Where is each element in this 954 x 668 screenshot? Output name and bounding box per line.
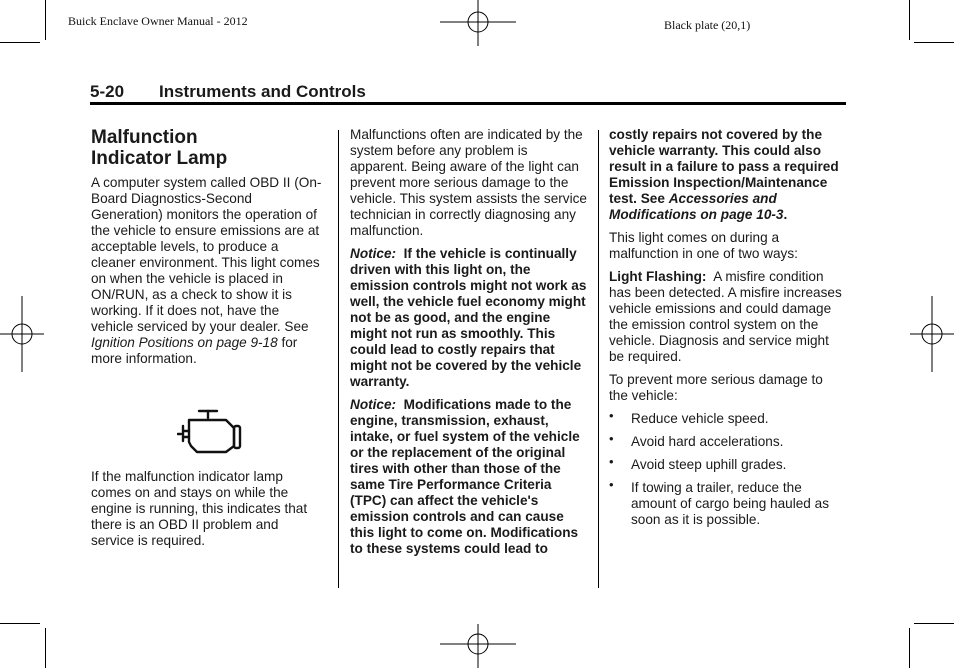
paragraph: Malfunctions often are indicated by the system before any problem is apparent. Being aware of the light can prevent more serious damage to the vehicle. This system assists the service technician in correctly diagnosing any malfunction. (350, 127, 587, 238)
list-item-text: Avoid hard accelerations. (631, 434, 784, 449)
notice-text: costly repairs not covered by the vehicle warranty. This could also result in a failure to pass a required Emission Inspection/Maintenance test. See (609, 127, 839, 206)
list-item-text: If towing a trailer, reduce the amount of cargo being hauled as soon as it is possible. (631, 480, 830, 527)
column-1 (91, 127, 325, 556)
section-rule (90, 102, 846, 105)
cross-reference-link[interactable]: Ignition Positions on page 9-18 (91, 335, 278, 350)
crop-mark (909, 0, 910, 40)
term-label: Light Flashing: (609, 269, 707, 284)
registration-mark-bottom (440, 624, 516, 668)
paragraph-text: A computer system called OBD II (On-Board Diagnostics-Second Generation) monitors the operation of the vehicle to ensure emissions are at acceptable levels, to produce a cleaner environment. This light comes on when the vehicle is placed in ON/RUN, as a check to show it is working. If it does not, have the vehicle serviced by your dealer. See (91, 175, 322, 334)
notice-text: . (783, 207, 788, 222)
paragraph-text: for more information. (91, 335, 298, 366)
crop-mark (0, 42, 40, 43)
section-title: Instruments and Controls (159, 82, 366, 101)
notice-paragraph (350, 246, 588, 390)
registration-mark-left (0, 296, 44, 372)
list-item (609, 431, 845, 450)
manual-title: Buick Enclave Owner Manual - 2012 (68, 14, 248, 28)
page-number: 5-20 (90, 82, 125, 101)
notice-paragraph (350, 397, 588, 557)
paragraph: To prevent more serious damage to the vehicle: (609, 372, 823, 403)
registration-mark-right (910, 296, 954, 372)
paragraph: This light comes on during a malfunction in one of two ways: (609, 230, 798, 261)
paragraph-text: A misfire condition has been detected. A misfire increases vehicle emissions and could damage the emission control system on the vehicle. Diagnosis and service might be required. (609, 269, 842, 364)
heading-line: Malfunction (91, 127, 198, 148)
column-divider (598, 130, 599, 588)
registration-mark-top (440, 0, 516, 46)
check-engine-icon (177, 408, 243, 456)
crop-mark (45, 628, 46, 668)
notice-continued (609, 127, 845, 223)
check-engine-icon-figure (91, 374, 323, 469)
list-item-text: Reduce vehicle speed. (631, 411, 769, 426)
crop-mark (909, 628, 910, 668)
notice-text: If the vehicle is continually driven with this light on, the emission controls might not work as well, the vehicle fuel economy might not be as good, and the engine might not run as smoothly. This could lead to costly repairs that might not be covered by the vehicle warranty. (350, 246, 587, 389)
paragraph (609, 269, 845, 365)
crop-mark (0, 623, 40, 624)
bullet-list (609, 408, 845, 528)
cross-reference-link[interactable]: Accessories and Modifications on page 10-3 (609, 191, 784, 222)
column-divider (338, 130, 339, 588)
paragraph: If the malfunction indicator lamp comes on and stays on while the engine is running, this indicates that there is an OBD II problem and service is required. (91, 469, 308, 548)
notice-text: Modifications made to the engine, transmission, exhaust, intake, or fuel system of the vehicle or the replacement of the original tires with other than those of the same Tire Performance Criteria (TPC) can affect the vehicle's emission controls and can cause this light to come on. Modifications to these systems could lead to (350, 397, 580, 556)
column-2 (350, 127, 588, 564)
list-item (609, 477, 845, 528)
article-heading (91, 127, 325, 169)
bullet-marker: • (609, 454, 614, 469)
notice-label: Notice: (350, 246, 397, 261)
paragraph (91, 175, 325, 367)
bullet-marker: • (609, 477, 614, 492)
bullet-marker: • (609, 431, 614, 446)
bullet-marker: • (609, 408, 614, 423)
heading-line: Indicator Lamp (91, 148, 228, 169)
list-item-text: Avoid steep uphill grades. (631, 457, 787, 472)
crop-mark (45, 0, 46, 40)
list-item (609, 454, 845, 473)
column-3 (609, 127, 845, 535)
crop-mark (914, 42, 954, 43)
crop-mark (914, 623, 954, 624)
plate-label: Black plate (20,1) (664, 18, 751, 32)
list-item (609, 408, 845, 427)
notice-label: Notice: (350, 397, 397, 412)
